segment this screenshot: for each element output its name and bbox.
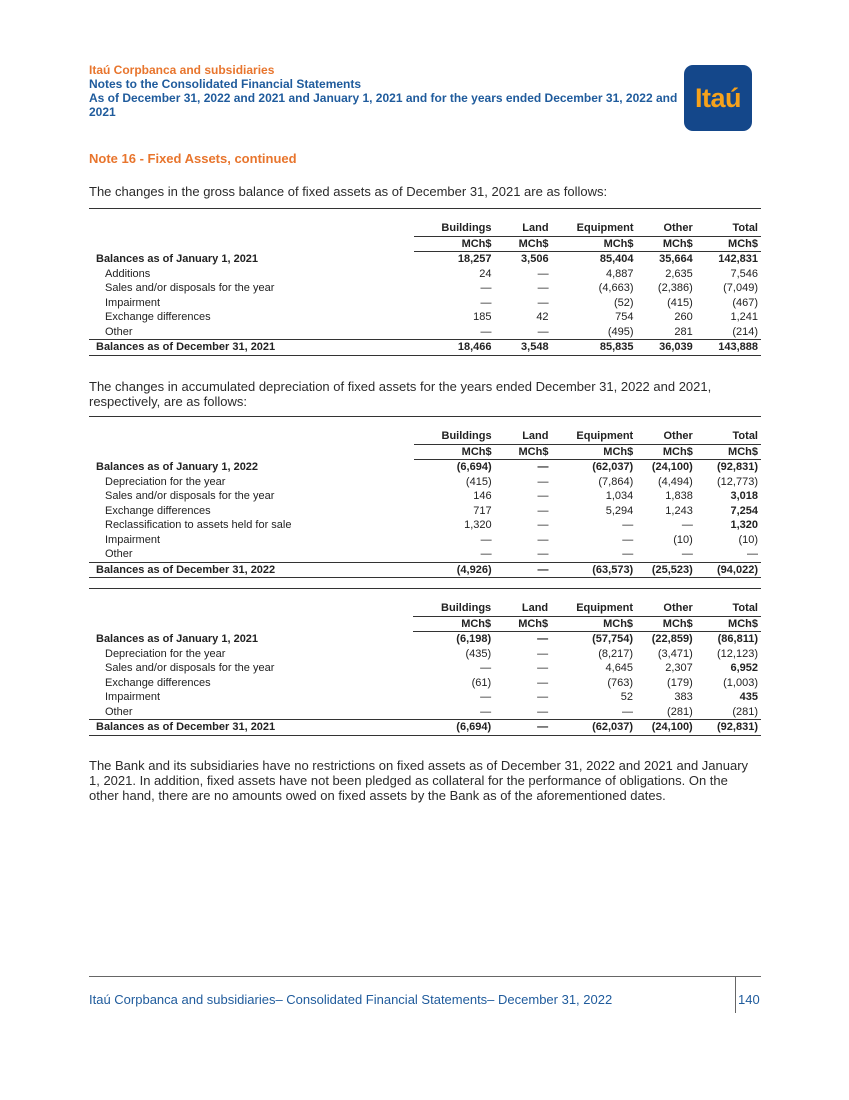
closing-paragraph: The Bank and its subsidiaries have no restrictions on fixed assets as of December 31, 2022 and 2021 and January 1, 2021. In addition, fixed assets have not been pledged as collateral for the performance of obligations. On the other hand, there are no amounts owed on fixed assets by the Bank as of the aforementioned dates.: [89, 758, 749, 803]
table-row: [89, 296, 761, 311]
cell-value: (8,217): [598, 647, 634, 660]
page-header: [89, 63, 689, 119]
cell-value: —: [537, 647, 549, 660]
cell-value: (763): [607, 676, 634, 689]
cell-value: —: [480, 548, 492, 561]
cell-value: 4,645: [605, 662, 634, 675]
cell-value: —: [537, 267, 549, 280]
depreciation-2022-table: [89, 416, 761, 578]
cell-value: (57,754): [592, 633, 634, 646]
table-row: [89, 252, 761, 267]
cell-value: 1,838: [665, 490, 693, 503]
itau-logo: [684, 65, 752, 131]
column-header-row: [89, 209, 761, 237]
cell-value: 4,887: [605, 267, 634, 280]
unit-header: MCh$: [636, 444, 696, 460]
cell-value: 1,034: [605, 490, 634, 503]
cell-value: —: [622, 533, 634, 546]
cell-value: —: [537, 691, 549, 704]
row-label: Balances as of December 31, 2022: [89, 562, 414, 578]
gross-balance-table: [89, 208, 761, 356]
table-row: [89, 705, 761, 720]
cell-value: 146: [473, 490, 492, 503]
cell-value: —: [537, 548, 549, 561]
cell-value: 1,320: [730, 519, 758, 532]
unit-header-row: [89, 444, 761, 460]
column-header: Equipment: [552, 209, 637, 237]
cell-value: 7,546: [730, 267, 758, 280]
row-label: Exchange differences: [105, 311, 211, 324]
cell-value: (415): [465, 475, 492, 488]
unit-header: MCh$: [696, 616, 761, 632]
cell-value: (6,694): [456, 461, 492, 474]
cell-value: (62,037): [592, 461, 634, 474]
cell-value: 85,835: [552, 340, 637, 356]
cell-value: (10): [738, 533, 758, 546]
table-row: [89, 489, 761, 504]
cell-value: (4,663): [598, 282, 634, 295]
row-label: Other: [105, 705, 133, 718]
unit-header: MCh$: [495, 236, 552, 252]
footer-text: Itaú Corpbanca and subsidiaries– Consolidated Financial Statements– December 31, 2022: [89, 992, 613, 1007]
cell-value: —: [480, 691, 492, 704]
cell-value: —: [480, 325, 492, 338]
row-label: Impairment: [105, 691, 161, 704]
cell-value: (24,100): [636, 720, 696, 736]
row-label: Impairment: [105, 296, 161, 309]
cell-value: (4,494): [657, 475, 693, 488]
footer-divider: [89, 976, 761, 977]
cell-value: —: [537, 461, 549, 474]
unit-header-row: [89, 236, 761, 252]
table-row: [89, 267, 761, 282]
column-header: Land: [495, 209, 552, 237]
cell-value: 35,664: [659, 253, 693, 266]
cell-value: 383: [674, 691, 693, 704]
unit-header: MCh$: [551, 616, 636, 632]
unit-header: MCh$: [494, 616, 551, 632]
cell-value: —: [537, 705, 549, 718]
cell-value: (7,864): [598, 475, 634, 488]
cell-value: 1,320: [464, 519, 492, 532]
cell-value: (179): [667, 676, 693, 689]
cell-value: 18,257: [457, 253, 492, 266]
cell-value: 717: [473, 504, 492, 517]
table-row: [89, 661, 761, 676]
column-header-row: [89, 589, 761, 617]
column-header: Equipment: [551, 417, 636, 445]
cell-value: 85,404: [599, 253, 634, 266]
table-row: [89, 647, 761, 662]
table-row: [89, 325, 761, 340]
header-period: As of December 31, 2022 and 2021 and January 1, 2021 and for the years ended December 31, 2022 and 2021: [89, 91, 678, 119]
footer-page-divider: [735, 976, 736, 1013]
unit-header: MCh$: [696, 444, 761, 460]
note-title: Note 16 - Fixed Assets, continued: [89, 151, 297, 166]
cell-value: (92,831): [696, 720, 761, 736]
row-label: Exchange differences: [105, 676, 211, 689]
column-header: Other: [636, 417, 696, 445]
cell-value: (6,694): [413, 720, 494, 736]
cell-value: —: [681, 519, 693, 532]
cell-value: (2,386): [657, 282, 693, 295]
cell-value: —: [495, 562, 552, 578]
cell-value: 24: [479, 267, 492, 280]
header-company: Itaú Corpbanca and subsidiaries: [89, 63, 275, 77]
unit-header: MCh$: [696, 236, 761, 252]
unit-header: MCh$: [495, 444, 552, 460]
row-label: Impairment: [105, 533, 161, 546]
cell-value: (22,859): [651, 633, 693, 646]
table-row: [89, 632, 761, 647]
table-row: [89, 547, 761, 562]
cell-value: 2,635: [665, 267, 693, 280]
table-row: [89, 310, 761, 325]
unit-header: MCh$: [551, 444, 636, 460]
row-label: Sales and/or disposals for the year: [105, 282, 275, 295]
intro-accumulated-depreciation: The changes in accumulated depreciation of fixed assets for the years ended December 31, 2022 and 2021, respectively, are as follows:: [89, 379, 712, 409]
row-label: Exchange differences: [105, 504, 211, 517]
cell-value: (61): [471, 676, 492, 689]
column-header: Other: [636, 589, 696, 617]
cell-value: (52): [613, 296, 634, 309]
row-label: Balances as of December 31, 2021: [89, 340, 414, 356]
cell-value: (62,037): [551, 720, 636, 736]
cell-value: (1,003): [723, 676, 758, 689]
cell-value: 3,018: [730, 490, 758, 503]
column-header: Land: [495, 417, 552, 445]
cell-value: 3,548: [495, 340, 552, 356]
cell-value: —: [622, 705, 634, 718]
table-row: [89, 690, 761, 705]
row-label: Balances as of December 31, 2021: [89, 720, 413, 736]
cell-value: (415): [667, 296, 693, 309]
cell-value: (6,198): [456, 633, 492, 646]
table-row: [89, 533, 761, 548]
cell-value: (281): [667, 705, 693, 718]
unit-header: MCh$: [414, 444, 495, 460]
row-label: Other: [105, 548, 133, 561]
cell-value: 1,241: [730, 311, 758, 324]
table-row: [89, 562, 761, 578]
cell-value: 18,466: [414, 340, 495, 356]
cell-value: 142,831: [718, 253, 758, 266]
cell-value: —: [480, 705, 492, 718]
table-row: [89, 676, 761, 691]
cell-value: —: [747, 548, 758, 561]
column-header: Total: [696, 209, 761, 237]
cell-value: —: [537, 633, 549, 646]
unit-header: MCh$: [413, 616, 494, 632]
cell-value: (467): [732, 296, 758, 309]
cell-value: —: [537, 325, 549, 338]
row-label: Other: [105, 325, 133, 338]
cell-value: —: [537, 490, 549, 503]
column-header: Other: [637, 209, 696, 237]
cell-value: (7,049): [723, 282, 758, 295]
cell-value: (92,831): [717, 461, 758, 474]
column-header: Buildings: [414, 417, 495, 445]
cell-value: 754: [615, 311, 634, 324]
cell-value: 260: [674, 311, 693, 324]
cell-value: (214): [732, 325, 758, 338]
column-header: Equipment: [551, 589, 636, 617]
cell-value: 281: [674, 325, 693, 338]
unit-header: MCh$: [552, 236, 637, 252]
cell-value: —: [537, 296, 549, 309]
cell-value: —: [480, 296, 492, 309]
row-label: Sales and/or disposals for the year: [105, 662, 275, 675]
table-row: [89, 340, 761, 356]
table-row: [89, 504, 761, 519]
cell-value: (12,773): [717, 475, 758, 488]
column-header: Land: [494, 589, 551, 617]
cell-value: 1,243: [665, 504, 693, 517]
logo-text: Itaú: [694, 82, 741, 113]
cell-value: (4,926): [414, 562, 495, 578]
unit-header: MCh$: [414, 236, 495, 252]
cell-value: —: [480, 282, 492, 295]
cell-value: —: [537, 504, 549, 517]
cell-value: (10): [673, 533, 693, 546]
cell-value: 185: [473, 311, 492, 324]
row-label: Balances as of January 1, 2021: [96, 633, 259, 645]
cell-value: 52: [620, 691, 634, 704]
row-label: Reclassification to assets held for sale: [105, 519, 292, 532]
column-header: Buildings: [414, 209, 495, 237]
cell-value: 2,307: [665, 662, 693, 675]
cell-value: (435): [465, 647, 492, 660]
table-row: [89, 281, 761, 296]
cell-value: 36,039: [637, 340, 696, 356]
cell-value: —: [537, 676, 549, 689]
cell-value: —: [537, 475, 549, 488]
row-label: Balances as of January 1, 2021: [96, 253, 259, 265]
cell-value: 143,888: [696, 340, 761, 356]
column-header: Buildings: [413, 589, 494, 617]
cell-value: —: [537, 662, 549, 675]
table-row: [89, 720, 761, 736]
cell-value: —: [622, 519, 634, 532]
cell-value: —: [681, 548, 693, 561]
cell-value: 7,254: [730, 504, 758, 517]
cell-value: (25,523): [636, 562, 696, 578]
column-header-row: [89, 417, 761, 445]
cell-value: 435: [739, 691, 758, 704]
cell-value: 6,952: [730, 662, 758, 675]
unit-header: MCh$: [637, 236, 696, 252]
cell-value: 42: [536, 311, 549, 324]
unit-header-row: [89, 616, 761, 632]
cell-value: (281): [732, 705, 758, 718]
cell-value: (94,022): [696, 562, 761, 578]
header-doc-title: Notes to the Consolidated Financial Statements: [89, 77, 362, 91]
cell-value: —: [537, 533, 549, 546]
cell-value: —: [622, 548, 634, 561]
cell-value: —: [537, 519, 549, 532]
cell-value: (63,573): [551, 562, 636, 578]
depreciation-2021-table: [89, 588, 761, 736]
cell-value: —: [494, 720, 551, 736]
cell-value: 5,294: [605, 504, 634, 517]
row-label: Sales and/or disposals for the year: [105, 490, 275, 503]
cell-value: —: [480, 533, 492, 546]
table-row: [89, 475, 761, 490]
table-row: [89, 518, 761, 533]
cell-value: (3,471): [657, 647, 693, 660]
cell-value: 3,506: [521, 253, 549, 266]
column-header: Total: [696, 589, 761, 617]
row-label: Balances as of January 1, 2022: [96, 461, 259, 473]
row-label: Additions: [105, 267, 151, 280]
cell-value: —: [480, 662, 492, 675]
column-header: Total: [696, 417, 761, 445]
row-label: Depreciation for the year: [105, 475, 226, 488]
page-number: 140: [738, 992, 760, 1007]
cell-value: (86,811): [717, 633, 758, 646]
cell-value: (12,123): [717, 647, 758, 660]
cell-value: (495): [607, 325, 634, 338]
cell-value: —: [537, 282, 549, 295]
intro-gross-balance: The changes in the gross balance of fixed assets as of December 31, 2021 are as follows:: [89, 184, 608, 199]
cell-value: (24,100): [651, 461, 693, 474]
table-row: [89, 460, 761, 475]
row-label: Depreciation for the year: [105, 647, 226, 660]
unit-header: MCh$: [636, 616, 696, 632]
